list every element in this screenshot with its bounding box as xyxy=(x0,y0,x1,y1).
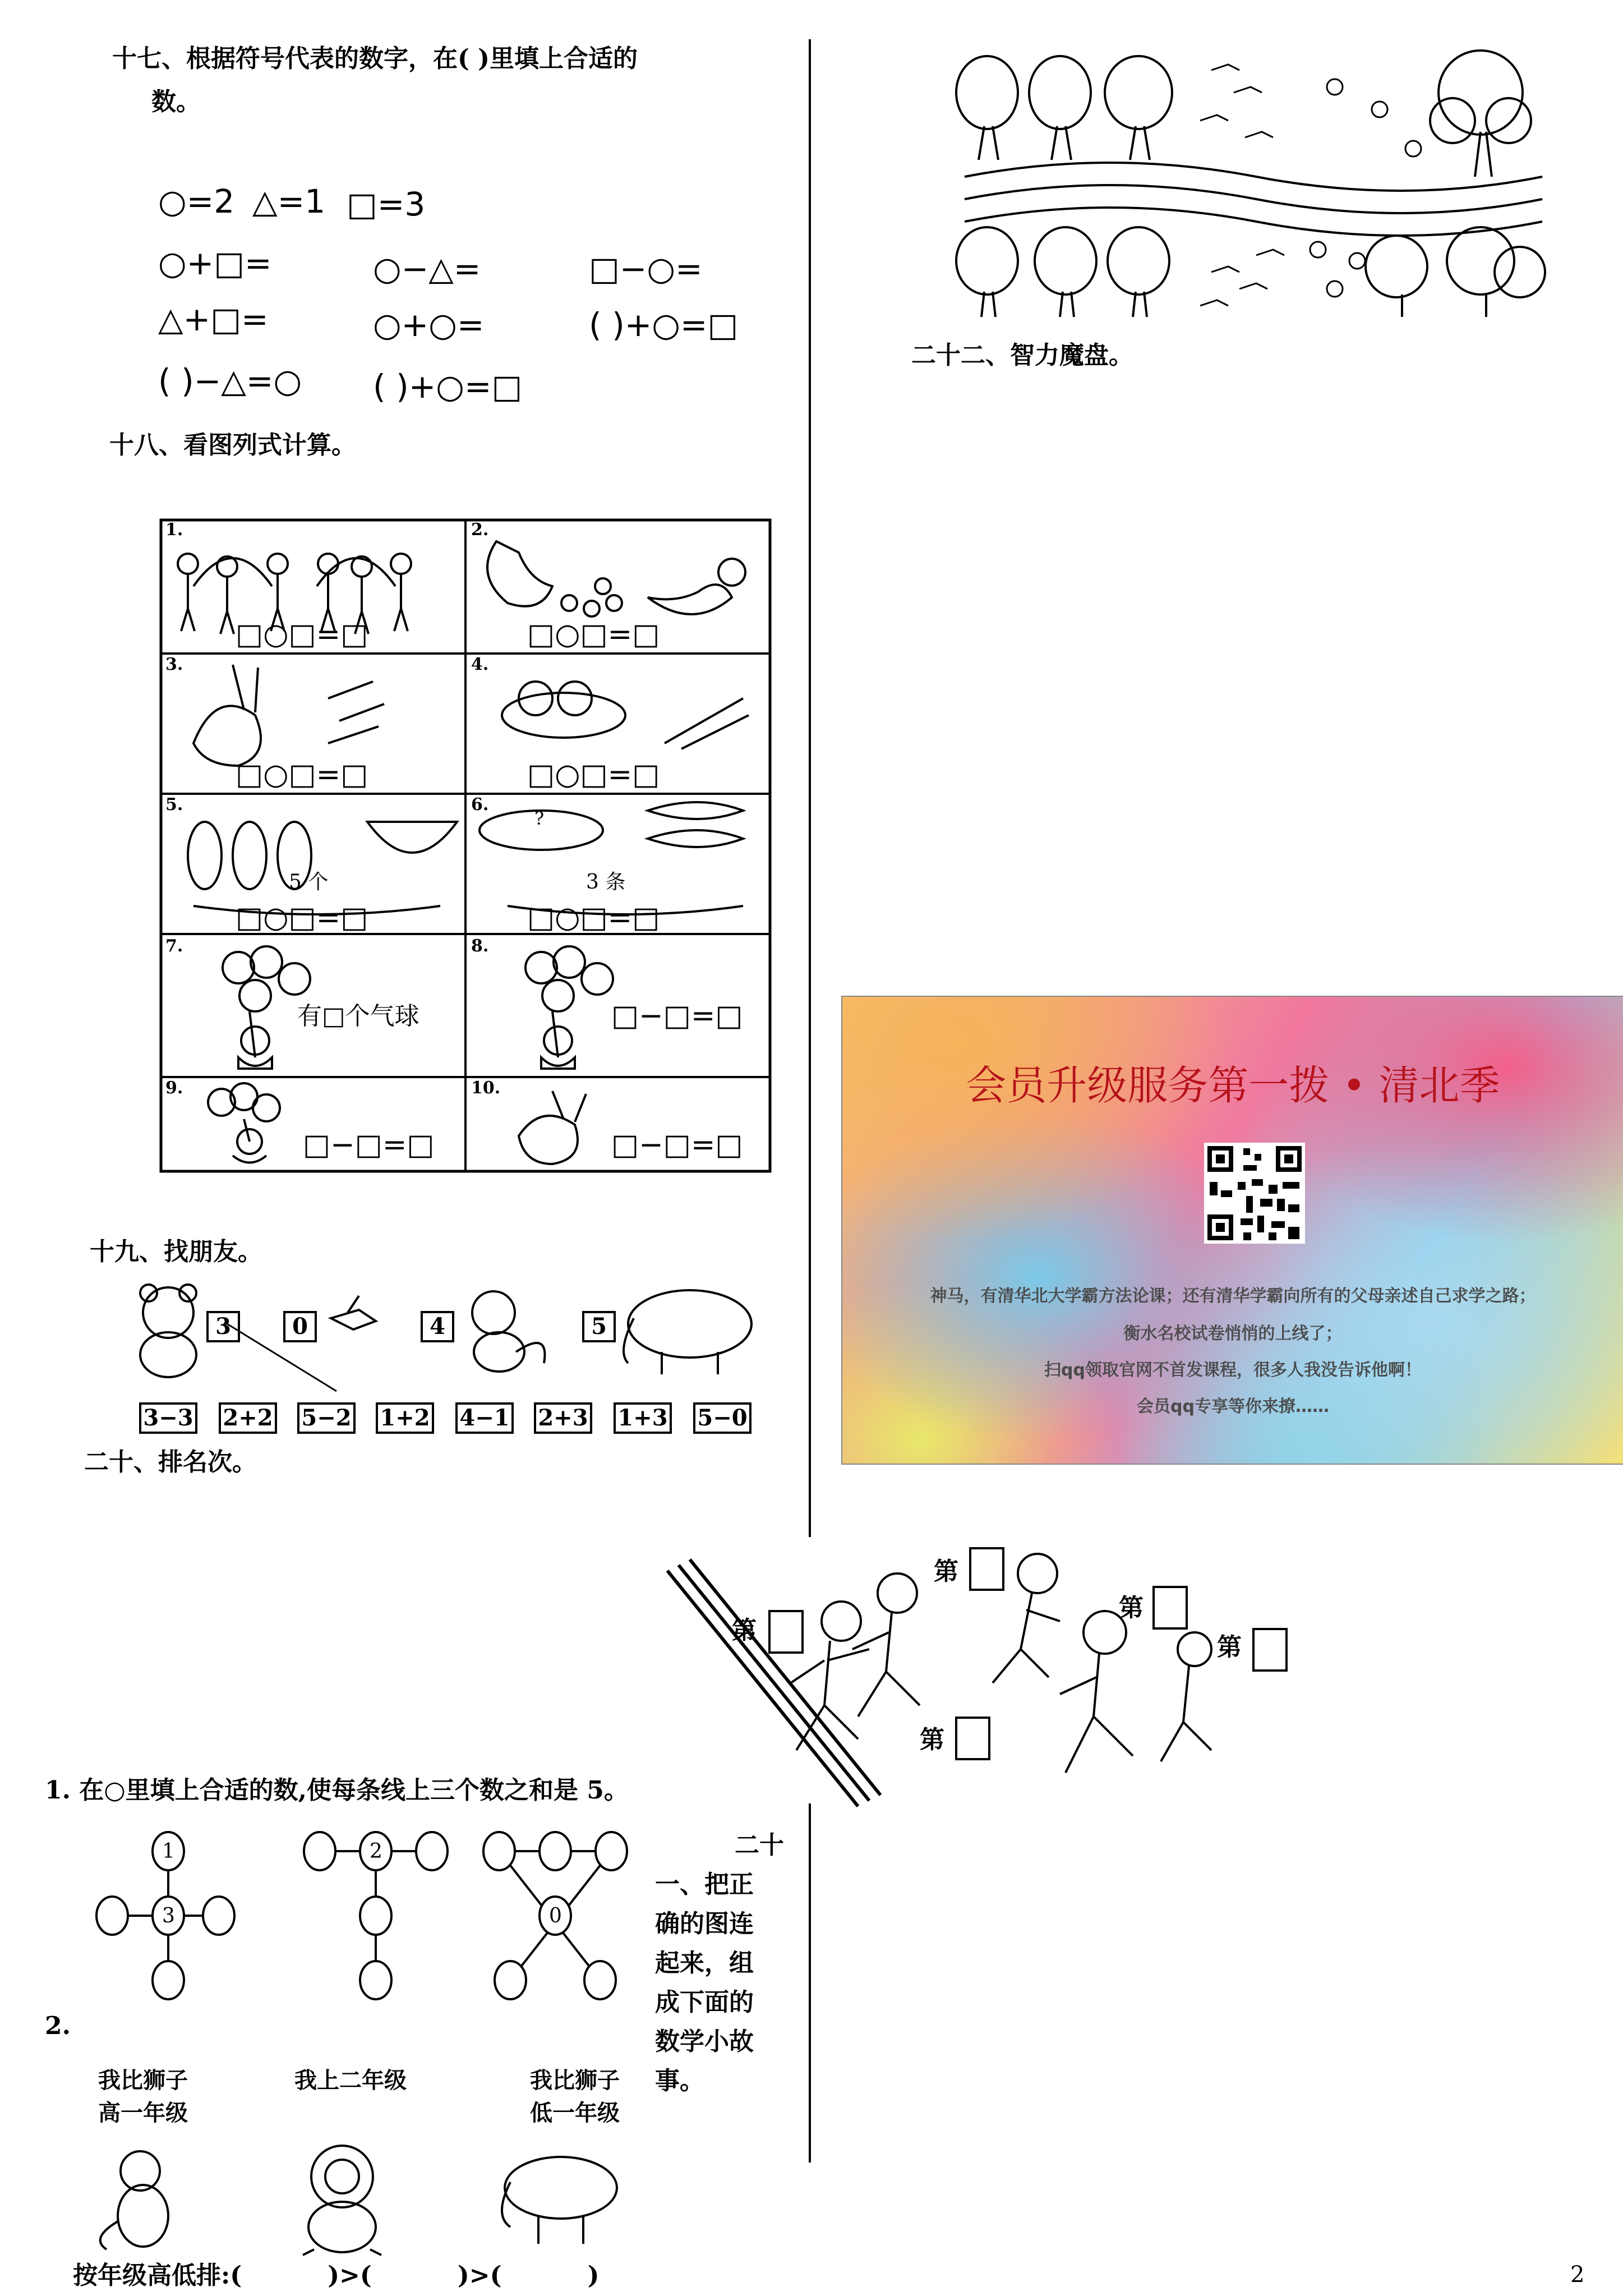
eq-5: ○+○= xyxy=(373,306,485,344)
puzzle1-n3: 0 xyxy=(549,1904,562,1927)
eq-3: □−○= xyxy=(589,250,703,288)
speech-elephant: 我比狮子 低一年级 xyxy=(530,2067,620,2126)
cell-1-num: 1. xyxy=(165,520,183,540)
cell-6-num: 6. xyxy=(471,795,489,815)
q17-title: 十七、根据符号代表的数字，在( )里填上合适的 xyxy=(112,44,638,73)
q21-line-5: 成下面的 xyxy=(655,1988,754,2017)
friend-bottom-8[interactable]: 5−0 xyxy=(693,1402,751,1434)
q19-title: 十九、找朋友。 xyxy=(90,1237,262,1266)
trees-river-picture xyxy=(953,48,1553,328)
q18-title: 十八、看图列式计算。 xyxy=(109,431,356,459)
q20-title: 二十、排名次。 xyxy=(84,1448,257,1476)
rank-box-3[interactable] xyxy=(1152,1586,1188,1630)
cell-7-num: 7. xyxy=(165,936,183,956)
page-number: 2 xyxy=(1570,2262,1585,2288)
cell-10-num: 10. xyxy=(471,1078,501,1098)
cell-2-formula: □○□=□ xyxy=(527,618,660,651)
def-square: □=3 xyxy=(347,185,426,223)
promo-line-4: 会员qq专享等你来撩…… xyxy=(1137,1397,1329,1416)
q22-title: 二十二、智力魔盘。 xyxy=(911,341,1133,370)
cell-1-formula: □○□=□ xyxy=(236,618,368,651)
speech-lion: 我上二年级 xyxy=(294,2067,407,2093)
rank-label-1: 第 xyxy=(732,1616,757,1645)
cell-5-formula: □○□=□ xyxy=(236,901,368,935)
cell-5-caption: 5 个 xyxy=(289,871,329,894)
rank-box-1[interactable] xyxy=(768,1610,804,1654)
cell-10-formula: □−□=□ xyxy=(611,1128,743,1162)
cell-4-num: 4. xyxy=(471,655,489,674)
eq-2: ○−△= xyxy=(373,250,481,288)
q21-line-2: 一、把正 xyxy=(655,1870,754,1899)
q21-line-3: 确的图连 xyxy=(655,1910,754,1938)
eq-4: △+□= xyxy=(158,300,269,338)
cell-6-caption: 3 条 xyxy=(586,871,626,894)
svg-text:?: ? xyxy=(534,808,545,829)
puzzle1-n2: 2 xyxy=(370,1840,382,1863)
eq-1: ○+□= xyxy=(158,244,272,282)
friend-top-2[interactable]: 0 xyxy=(283,1311,317,1342)
friend-bottom-5[interactable]: 4−1 xyxy=(455,1402,514,1434)
column-divider-top xyxy=(809,39,811,1537)
friend-top-1[interactable]: 3 xyxy=(206,1311,240,1342)
cell-8-num: 8. xyxy=(471,936,489,956)
def-triangle: △=1 xyxy=(252,182,326,220)
rank-label-4: 第 xyxy=(1217,1633,1242,1662)
promo-line-3: 扫qq领取官网不首发课程，很多人我没告诉他啊！ xyxy=(1044,1360,1422,1380)
def-circle: ○=2 xyxy=(158,182,235,220)
puzzle1-n1a: 1 xyxy=(162,1840,175,1863)
q21-line-6: 数学小故 xyxy=(655,2027,754,2056)
q21-line-1: 二十 xyxy=(735,1831,784,1860)
cell-8-formula: □−□=□ xyxy=(611,999,743,1033)
rank-label-2: 第 xyxy=(934,1557,958,1586)
eq-7: ( )−△=○ xyxy=(158,362,302,400)
race-picture xyxy=(656,1537,1279,1812)
puzzle2-animals xyxy=(79,2143,639,2255)
promo-card xyxy=(841,996,1623,1465)
q18-picture-grid xyxy=(160,519,771,1172)
promo-line-1: 神马，有清华北大学霸方法论课；还有清华学霸向所有的父母亲述自己求学之路； xyxy=(930,1286,1536,1306)
friend-bottom-6[interactable]: 2+3 xyxy=(534,1402,592,1434)
promo-headline: 会员升级服务第一拨 • 清北季 xyxy=(966,1062,1500,1109)
rank-box-5[interactable] xyxy=(955,1717,990,1760)
eq-6: ( )+○=□ xyxy=(589,306,739,344)
cell-3-num: 3. xyxy=(165,655,183,674)
friend-bottom-7[interactable]: 1+3 xyxy=(614,1402,672,1434)
friend-top-4[interactable]: 5 xyxy=(582,1311,616,1342)
friend-bottom-4[interactable]: 1+2 xyxy=(376,1402,434,1434)
q21-line-4: 起来，组 xyxy=(655,1949,754,1977)
cell-9-num: 9. xyxy=(165,1078,183,1098)
friend-bottom-3[interactable]: 5−2 xyxy=(297,1402,356,1434)
q17-title-cont: 数。 xyxy=(151,88,201,116)
cell-5-num: 5. xyxy=(165,795,183,815)
speech-monkey: 我比狮子 高一年级 xyxy=(98,2067,188,2126)
puzzle1-n1b: 3 xyxy=(162,1904,175,1927)
friend-top-3[interactable]: 4 xyxy=(421,1311,454,1342)
puzzle1-title: 1. 在○里填上合适的数,使每条线上三个数之和是 5。 xyxy=(45,1776,629,1805)
cell-7-formula: 有□个气球 xyxy=(297,1002,419,1030)
rank-label-3: 第 xyxy=(1119,1594,1144,1622)
column-divider-bottom xyxy=(809,1803,811,2162)
friend-bottom-1[interactable]: 3−3 xyxy=(139,1402,197,1434)
cell-3-formula: □○□=□ xyxy=(236,758,368,792)
cell-2-num: 2. xyxy=(471,520,489,540)
q21-line-7: 事。 xyxy=(655,2067,704,2095)
rank-box-2[interactable] xyxy=(969,1547,1004,1591)
promo-line-2: 衡水名校试卷悄悄的上线了； xyxy=(1123,1324,1343,1343)
rank-label-5: 第 xyxy=(920,1726,944,1754)
order-line: 按年级高低排:( )>( )>( ) xyxy=(73,2261,600,2290)
q21-title xyxy=(655,1826,784,2101)
eq-8: ( )+○=□ xyxy=(373,367,523,406)
cell-6-formula: □○□=□ xyxy=(527,901,660,935)
rank-box-4[interactable] xyxy=(1252,1628,1288,1672)
qr-code-icon[interactable] xyxy=(1204,1143,1305,1244)
puzzle2-num: 2. xyxy=(45,2012,71,2040)
friend-bottom-2[interactable]: 2+2 xyxy=(219,1402,277,1434)
cell-9-formula: □−□=□ xyxy=(303,1128,435,1162)
cell-4-formula: □○□=□ xyxy=(527,758,660,792)
